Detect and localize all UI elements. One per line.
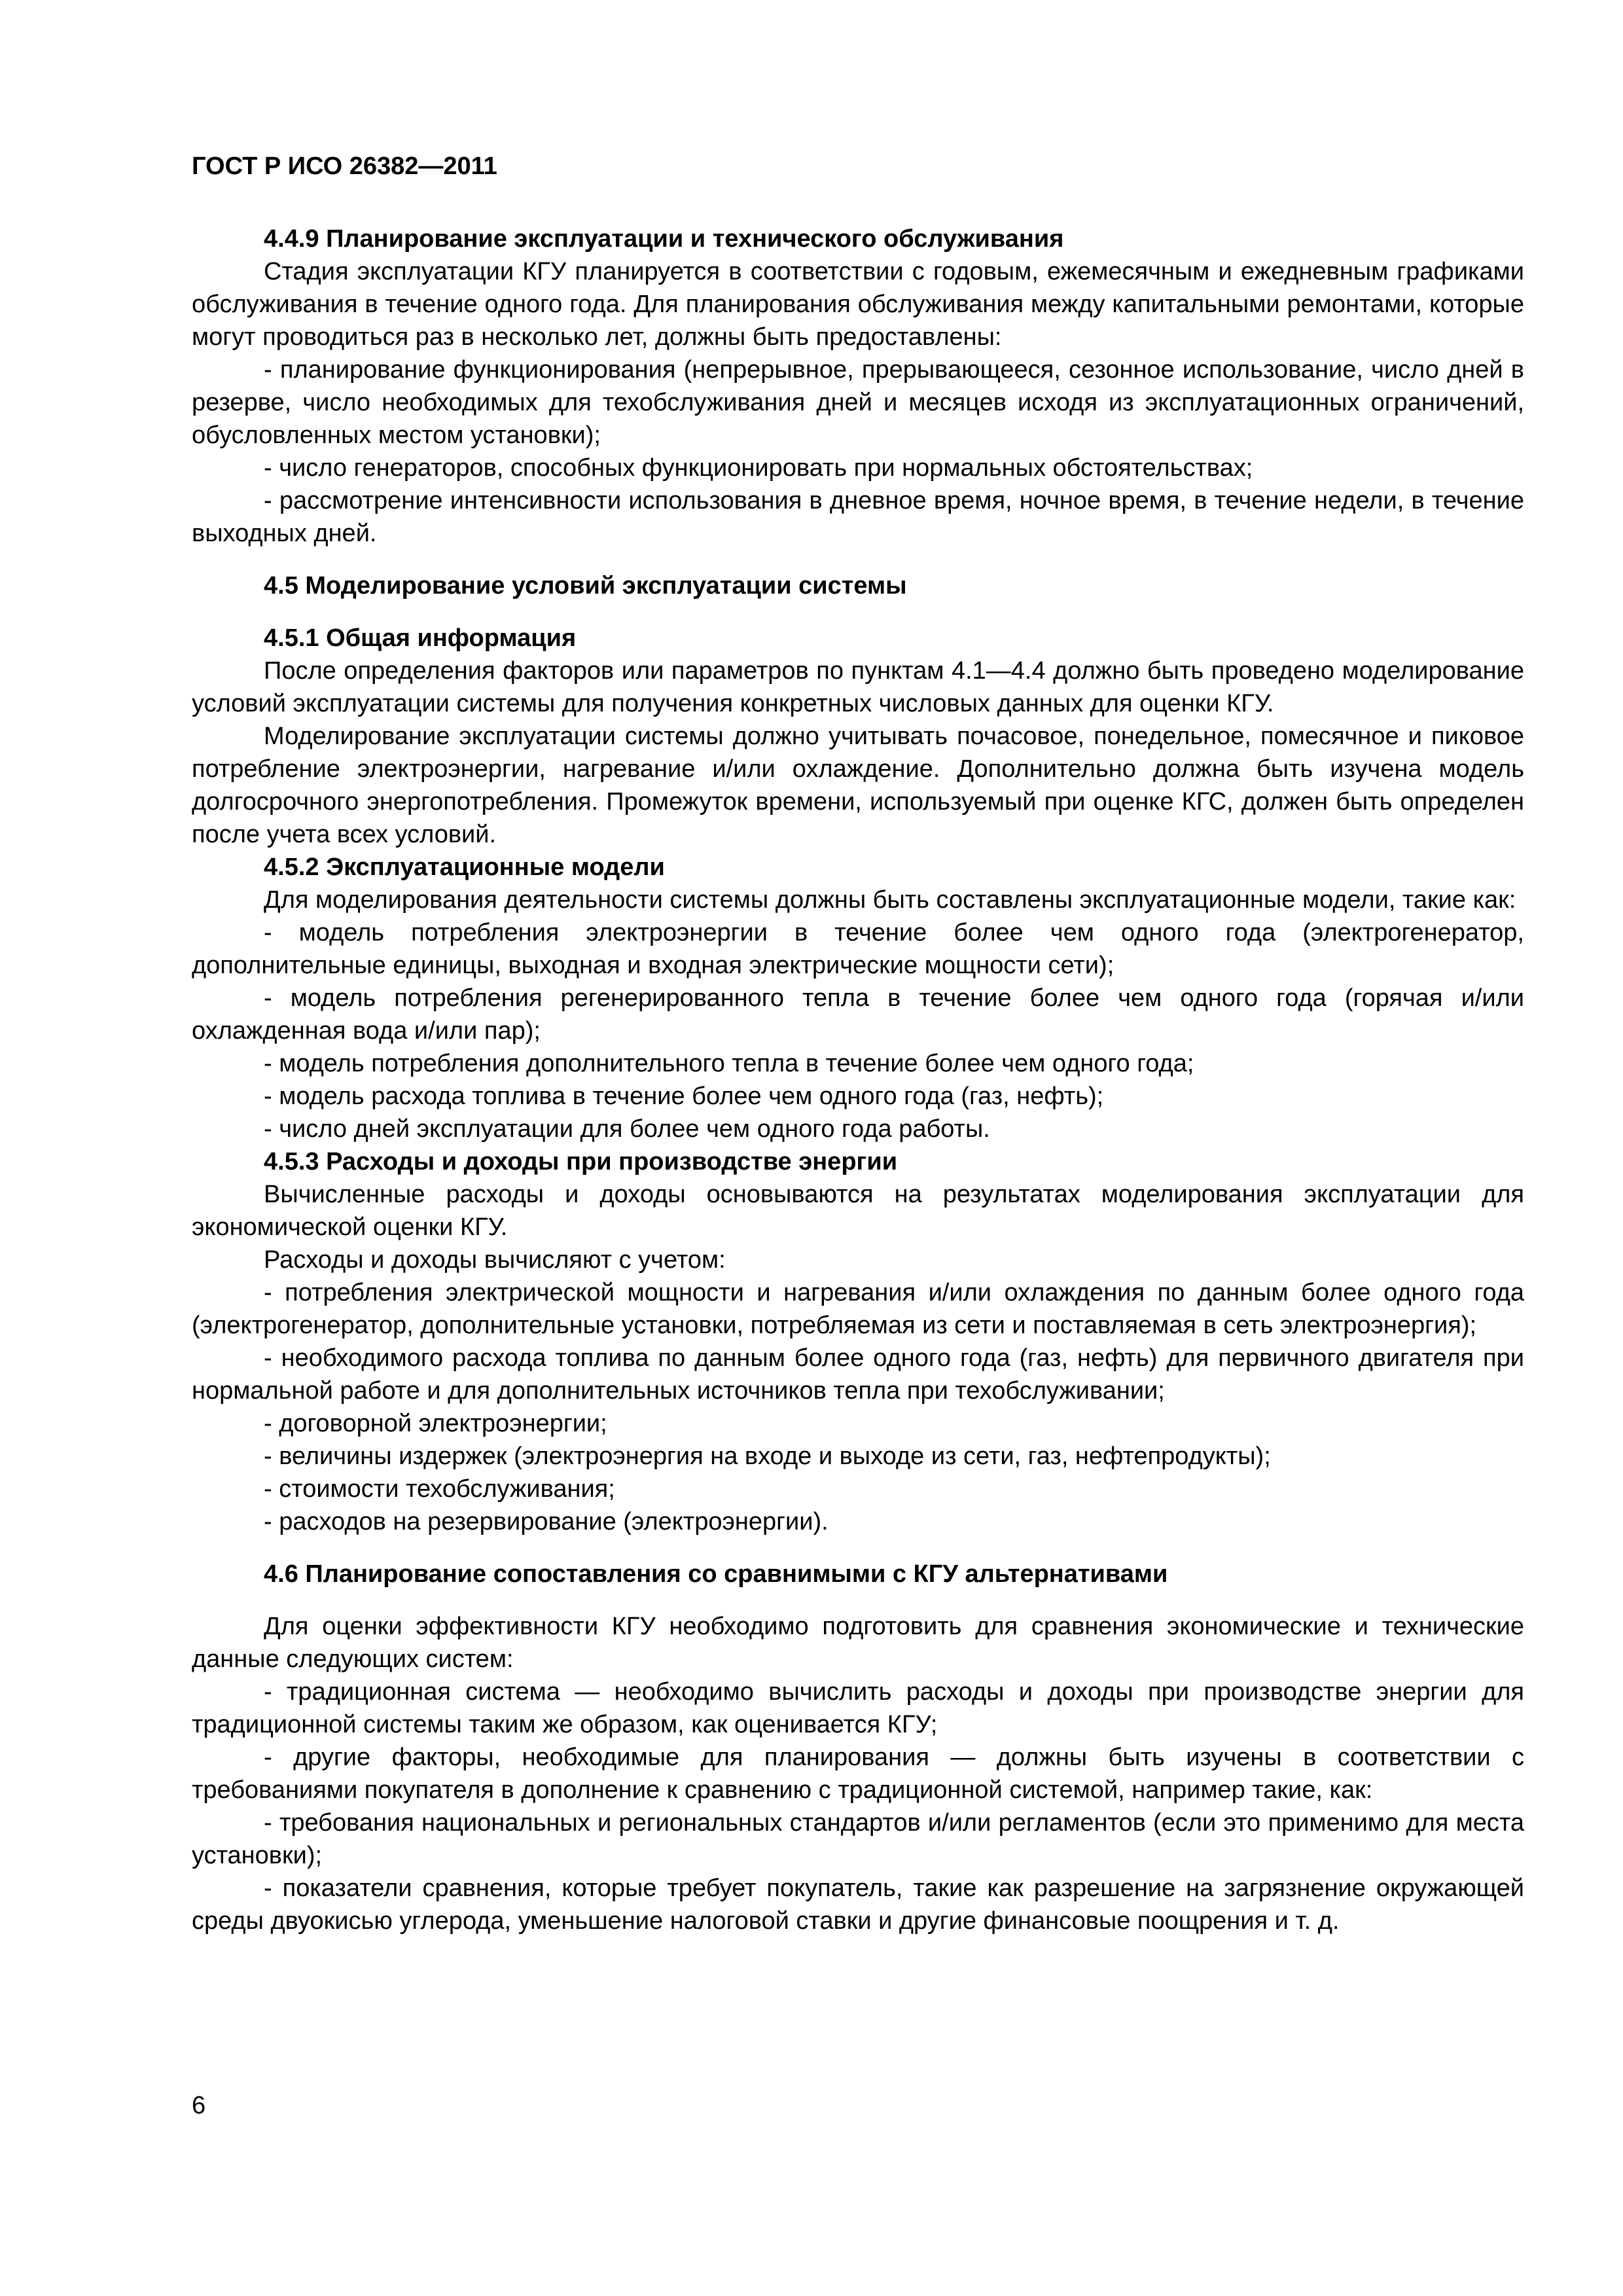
section-heading-4-6: 4.6 Планирование сопоставления со сравнимыми с КГУ альтернативами — [264, 1560, 1168, 1588]
paragraph: Для моделирования деятельности системы должны быть составлены эксплуатационные модели, такие как: — [264, 886, 1516, 914]
section-heading-4-5-1: 4.5.1 Общая информация — [264, 624, 577, 652]
paragraph: После определения факторов или параметров по пунктам 4.1—4.4 должно быть проведено моделирование условий эксплуатации системы для получения конкретных числовых данных для оценки КГУ. — [192, 657, 1524, 717]
list-item: - традиционная система — необходимо вычислить расходы и доходы при производстве энергии для традиционной системы таким же образом, как оценивается КГУ; — [192, 1678, 1524, 1738]
list-item: - рассмотрение интенсивности использования в дневное время, ночное время, в течение недели, в течение выходных дней. — [192, 487, 1524, 547]
list-item: - величины издержек (электроэнергия на входе и выходе из сети, газ, нефтепродукты); — [264, 1443, 1271, 1470]
page-number: 6 — [192, 2092, 206, 2119]
paragraph: Вычисленные расходы и доходы основываются на результатах моделирования эксплуатации для экономической оценки КГУ. — [192, 1181, 1524, 1241]
list-item: - модель расхода топлива в течение более чем одного года (газ, нефть); — [264, 1083, 1104, 1110]
section-heading-4-4-9: 4.4.9 Планирование эксплуатации и технического обслуживания — [264, 225, 1064, 253]
list-item: - договорной электроэнергии; — [264, 1410, 607, 1437]
section-heading-4-5-2: 4.5.2 Эксплуатационные модели — [264, 853, 665, 881]
list-item: - требования национальных и региональных стандартов и/или регламентов (если это применимо для места установки); — [192, 1809, 1524, 1869]
list-item: - расходов на резервирование (электроэнергии). — [264, 1508, 829, 1535]
list-item: - модель потребления дополнительного тепла в течение более чем одного года; — [264, 1050, 1194, 1077]
list-item: - число генераторов, способных функционировать при нормальных обстоятельствах; — [264, 454, 1253, 482]
list-item: - другие факторы, необходимые для планирования — должны быть изучены в соответствии с требованиями покупателя в дополнение к сравнению с традиционной системой, например такие, как: — [192, 1744, 1524, 1804]
list-item: - потребления электрической мощности и нагревания и/или охлаждения по данным более одного года (электрогенератор, дополнительные установки, потребляемая из сети и поставляемая в сеть электроэнергия); — [192, 1279, 1524, 1339]
list-item: - модель потребления электроэнергии в течение более чем одного года (электрогенератор, дополнительные единицы, выходная и входная электрические мощности сети); — [192, 919, 1524, 979]
section-heading-4-5-3: 4.5.3 Расходы и доходы при производстве энергии — [264, 1148, 898, 1175]
list-item: - планирование функционирования (непрерывное, прерывающееся, сезонное использование, число дней в резерве, число необходимых для техобслуживания дней и месяцев исходя из эксплуатационных ограничений, обусловленных местом установки); — [192, 356, 1524, 449]
list-item: - стоимости техобслуживания; — [264, 1475, 615, 1503]
page-header: ГОСТ Р ИСО 26382—2011 — [192, 152, 497, 180]
section-heading-4-5: 4.5 Моделирование условий эксплуатации системы — [264, 572, 907, 600]
paragraph: Моделирование эксплуатации системы должно учитывать почасовое, понедельное, помесячное и пиковое потребление электроэнергии, нагревание и/или охлаждение. Дополнительно должна быть изучена модель долгосрочного энергопотребления. Промежуток времени, используемый при оценке КГС, должен быть определен после учета всех условий. — [192, 723, 1524, 848]
paragraph: Стадия эксплуатации КГУ планируется в соответствии с годовым, ежемесячным и ежедневным графиками обслуживания в течение одного года. Для планирования обслуживания между капитальными ремонтами, которые могут проводиться раз в несколько лет, должны быть предоставлены: — [192, 258, 1524, 351]
list-item: - число дней эксплуатации для более чем одного года работы. — [264, 1115, 990, 1143]
document-body — [192, 223, 1524, 1937]
paragraph: Для оценки эффективности КГУ необходимо подготовить для сравнения экономические и технические данные следующих систем: — [192, 1613, 1524, 1673]
list-item: - показатели сравнения, которые требует покупатель, такие как разрешение на загрязнение окружающей среды двуокисью углерода, уменьшение налоговой ставки и другие финансовые поощрения и т. д. — [192, 1874, 1524, 1935]
list-item: - необходимого расхода топлива по данным более одного года (газ, нефть) для первичного двигателя при нормальной работе и для дополнительных источников тепла при техобслуживании; — [192, 1344, 1524, 1405]
paragraph: Расходы и доходы вычисляют с учетом: — [264, 1246, 726, 1274]
list-item: - модель потребления регенерированного тепла в течение более чем одного года (горячая и/или охлажденная вода и/или пар); — [192, 984, 1524, 1045]
